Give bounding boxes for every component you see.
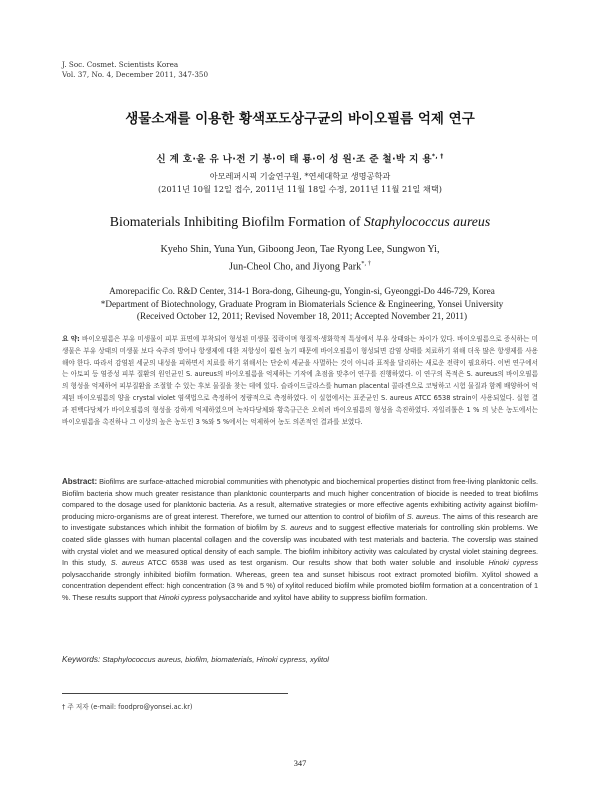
english-authors: [0, 243, 600, 274]
korean-dates: (2011년 10월 12일 접수, 2011년 11월 18일 수정, 2011년 11월 21일 채택): [158, 184, 442, 194]
footnote-divider: [62, 693, 288, 694]
abstract-text-2: . The aims of this research are to investigate substances which inhibit the formation of biofilm by: [62, 511, 538, 533]
english-abstract-label: Abstract:: [62, 477, 98, 486]
english-title-species: Staphylococcus aureus: [363, 214, 491, 229]
abstract-plant-2: Hinoki cypress: [158, 592, 207, 602]
abstract-text-6: polysaccharide and xylitol have ability to suppress biofilm formation.: [206, 592, 428, 602]
korean-author-marks: *, †: [431, 152, 444, 160]
english-affiliation-1: Amorepacific Co. R&D Center, 314-1 Bora-dong, Giheung-gu, Yongin-si, Gyeonggi-Do 446-729, Korea: [109, 286, 495, 296]
abstract-text-3: and to suggest effective materials for controlling skin problems. We coated slide glasses with human placental collagen and the coverslip was incubated with test materials and bacteria. The coverslip was stained with crystal violet and we measured optical density of each sample. The biofilm inhibitory activity was calculated by crystal violet staining degrees. In this study,: [62, 523, 538, 568]
korean-affiliation: 아모레퍼시픽 기술연구원, *연세대학교 생명공학과: [209, 171, 391, 181]
page-number: 347: [293, 759, 307, 768]
korean-abstract-text: 바이오필름은 부유 미생물이 피부 표면에 부착되어 형성된 미생물 집락이며 형질적·생화학적 특성에서 부유 상태와는 차이가 있다. 바이오필름으로 증식하는 미생물은 부유 상태의 미생물 보다 숙주의 방어나 항생제에 대한 저항성이 훨씬 높기 때문에 바이오필름이 형성되면 감염 상태를 치료하기 위해 더욱 많은 항생제를 사용해야 한다. 따라서 감염된 세균의 내성을 피하면서 치료를 하기 위해서는 단순히 세균을 사멸하는 것이 아니라 표적을 달리하는 새로운 전략이 필요하다. 이번 연구에서는 아토피 등 염증성 피부 질환의 원인균인 S. aureus의 바이오필름을 억제하는 기작에 초점을 맞추어 연구를 진행하였다. 이 연구의 목적은 S. aureus의 바이오필름의 형성을 억제하여 피부질환을 조절할 수 있는 후보 물질을 찾는 데에 있다. 슬라이드글라스를 human placental 콜라겐으로 코팅하고 시험 물질과 함께 배양하여 억제된 바이오필름의 양을 crystal violet 염색법으로 측정하여 정량적으로 측정하였다. 이 실험에서는 표준균인 S. aureus ATCC 6538 strain이 사용되었다. 실험 결과 편백다당체가 바이오필름의 형성을 강하게 억제하였으며 녹차다당체와 황촉규근은 오히려 바이오필름의 형성을 촉진하였다. 자일리톨은 1 % 의 낮은 농도에서는 바이오필름을 촉진하나 그 이상의 높은 농도인 3 %와 5 %에서는 억제하여 농도 의존적인 결과를 보였다.: [62, 335, 538, 426]
english-author-marks: *, †: [361, 260, 371, 267]
keywords-list: Staphylococcus aureus, biofilm, biomaterials, Hinoki cypress, xylitol: [102, 655, 329, 664]
korean-title: 생물소재를 이용한 황색포도상구균의 바이오필름 억제 연구: [125, 111, 475, 127]
korean-abstract: [62, 334, 538, 428]
footnote: † 주 저자 (e-mail: foodpro@yonsei.ac.kr): [62, 703, 193, 711]
korean-affiliation-block: [0, 170, 600, 196]
english-affiliation-2: *Department of Biotechnology, Graduate Program in Biomaterials Science & Engineering, Yonsei University: [100, 298, 504, 309]
abstract-text-5: polysaccharide strongly inhibited biofilm formation. Whereas, green tea and sunset hibiscus root extract promoted biofilm. Xylitol showed a concentration dependent effect: high concentration (3 % and 5 %) of xylitol reduced biofilm while promoted biofilm formation at a concentration of 1 %. These results support that: [62, 569, 538, 602]
english-dates: (Received October 12, 2011; Revised November 18, 2011; Accepted November 21, 2011): [136, 311, 468, 322]
english-abstract: [62, 476, 538, 604]
journal-header: [62, 60, 208, 80]
abstract-species-2: S. aureus: [280, 523, 313, 533]
abstract-text-4: ATCC 6538 was used as test organism. Our results show that both water soluble and insoluble: [144, 558, 489, 568]
english-authors-line2-wrap: [0, 257, 600, 274]
english-title-text: Biomaterials Inhibiting Biofilm Formation of: [109, 214, 364, 229]
korean-authors: [0, 151, 600, 165]
english-title: [0, 214, 600, 230]
abstract-species-3: S. aureus: [110, 558, 145, 568]
korean-author-names: 신 계 호·윤 유 나·전 기 봉·이 태 룡·이 성 원·조 준 철·박 지 용: [156, 154, 432, 165]
abstract-plant-1: Hinoki cypress: [488, 558, 539, 568]
journal-volume: Vol. 37, No. 4, December 2011, 347-350: [62, 70, 209, 79]
english-affiliation-block: [62, 285, 542, 323]
abstract-text-1: Biofilms are surface-attached microbial communities with phenotypic and biochemical properties distinct from free-living planktonic cells. Biofilm bacteria show much greater resistance than planktonic counterparts and much higher concentration of biocide is needed to treat biofilms compared to the dosage used for planktonic bacteria. As a result, alternative strategies or more effective agents exhibiting activity against biofilm-producing micro-organisms are of great interest. Therefore, we turned our attention to control of biofilm of: [62, 477, 538, 521]
journal-name: J. Soc. Cosmet. Scientists Korea: [62, 60, 179, 69]
keywords: [62, 655, 538, 664]
korean-abstract-label: 요 약:: [62, 335, 80, 343]
english-authors-line2: Jun-Cheol Cho, and Jiyong Park: [229, 261, 362, 273]
english-authors-line1: Kyeho Shin, Yuna Yun, Giboong Jeon, Tae Ryong Lee, Sungwon Yi,: [160, 244, 440, 255]
abstract-species-1: S. aureus: [406, 511, 439, 521]
keywords-label: Keywords:: [62, 655, 101, 664]
